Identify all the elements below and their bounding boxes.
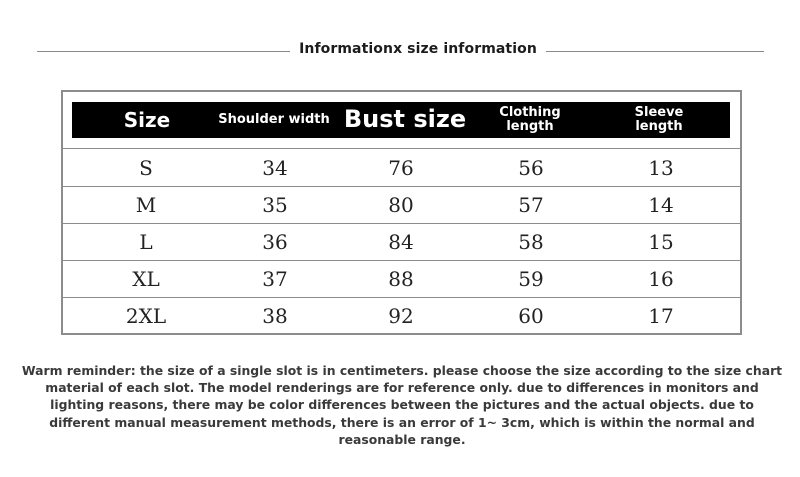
- cell-size: S: [139, 155, 153, 180]
- header-sleeve-length: [602, 102, 716, 138]
- cell-bust: 88: [388, 266, 414, 291]
- cell-shoulder: 36: [262, 229, 288, 254]
- title-rule-right: [546, 51, 764, 52]
- header-sleeve-line1: Sleeve: [634, 105, 684, 121]
- page-title: Informationx size information: [299, 41, 537, 57]
- warm-reminder-text: Warm reminder: the size of a single slot is in centimeters. please choose the size according to the size chart material of each slot. The model renderings are for reference only. due to differences in monitors and lighting reasons, there may be color differences between the pictures and the actual objects. due to different manual measurement methods, there is an error of 1~ 3cm, which is within the normal and reasonable range.: [21, 363, 783, 447]
- cell-size: L: [139, 229, 153, 254]
- cell-bust: 92: [388, 303, 414, 328]
- cell-size: XL: [132, 266, 160, 291]
- header-clothing-line1: Clothing: [499, 105, 561, 121]
- table-header: [72, 102, 730, 138]
- header-clothing-length: [472, 102, 588, 138]
- cell-clothing: 58: [518, 229, 544, 254]
- cell-clothing: 59: [518, 266, 544, 291]
- cell-clothing: 56: [518, 155, 544, 180]
- table-row: [63, 223, 740, 260]
- header-shoulder-width: Shoulder width: [218, 112, 330, 128]
- cell-sleeve: 15: [648, 229, 674, 254]
- cell-sleeve: 16: [648, 266, 674, 291]
- title-rule-left: [37, 51, 290, 52]
- header-size: Size: [123, 107, 171, 132]
- cell-bust: 76: [388, 155, 414, 180]
- cell-bust: 84: [388, 229, 414, 254]
- cell-sleeve: 13: [648, 155, 674, 180]
- cell-bust: 80: [388, 192, 414, 217]
- cell-shoulder: 38: [262, 303, 288, 328]
- cell-size: M: [135, 192, 157, 217]
- cell-shoulder: 37: [262, 266, 288, 291]
- header-sleeve-line2: length: [635, 119, 683, 134]
- header-bust-size: Bust size: [343, 105, 467, 134]
- table-row: [63, 260, 740, 297]
- cell-shoulder: 34: [262, 155, 288, 180]
- table-row: [63, 186, 740, 223]
- cell-sleeve: 17: [648, 303, 674, 328]
- cell-clothing: 60: [518, 303, 544, 328]
- cell-shoulder: 35: [262, 192, 288, 217]
- table-row: [63, 297, 740, 334]
- cell-clothing: 57: [518, 192, 544, 217]
- table-row: [63, 149, 740, 186]
- cell-size: 2XL: [125, 303, 167, 328]
- header-clothing-line2: length: [506, 119, 554, 134]
- cell-sleeve: 14: [648, 192, 674, 217]
